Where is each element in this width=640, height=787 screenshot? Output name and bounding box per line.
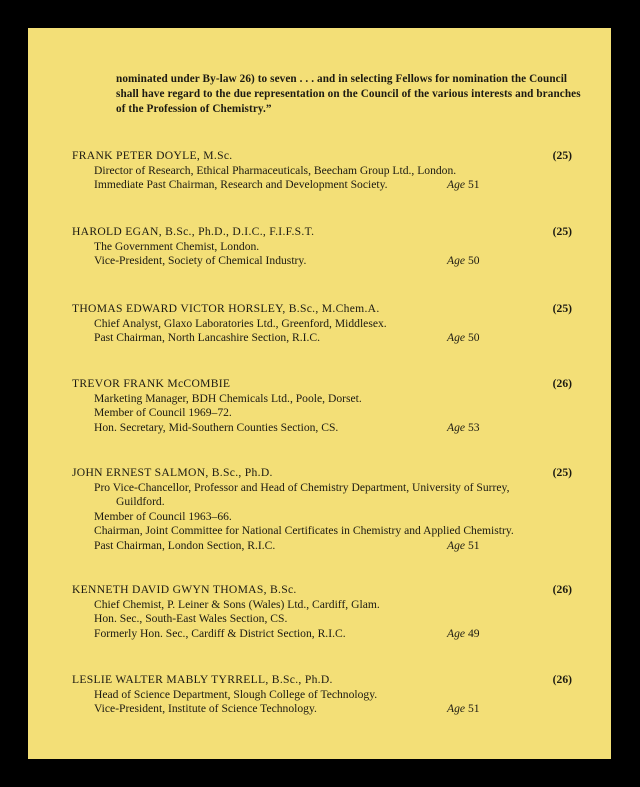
candidate-detail: Director of Research, Ethical Pharmaceuticals, Beecham Group Ltd., London.	[94, 163, 457, 177]
candidate-age: Age 51	[447, 702, 480, 715]
candidate-detail: Past Chairman, London Section, R.I.C.	[94, 538, 276, 552]
candidate-name: JOHN ERNEST SALMON, B.Sc., Ph.D.	[72, 466, 273, 479]
candidate-detail: Hon. Sec., South-East Wales Section, CS.	[94, 612, 288, 625]
candidate-age: Age 49	[447, 626, 480, 640]
candidate-detail: Member of Council 1963–66.	[94, 509, 232, 523]
document-page	[28, 28, 611, 759]
candidate-detail: Immediate Past Chairman, Research and Development Society.	[94, 178, 388, 191]
candidate-entry	[72, 149, 572, 193]
candidate-entry	[72, 583, 572, 641]
candidate-detail: Guildford.	[116, 495, 165, 508]
candidate-name: THOMAS EDWARD VICTOR HORSLEY, B.Sc., M.Chem.A.	[72, 302, 380, 315]
candidate-detail: Hon. Secretary, Mid-Southern Counties Section, CS.	[94, 420, 339, 434]
candidate-entry	[72, 673, 572, 717]
candidate-name: FRANK PETER DOYLE, M.Sc.	[72, 149, 233, 162]
candidate-detail: Past Chairman, North Lancashire Section, R.I.C.	[94, 331, 321, 344]
candidate-age: Age 50	[447, 331, 480, 344]
candidate-detail: Member of Council 1969–72.	[94, 406, 232, 419]
candidate-detail: Head of Science Department, Slough College of Technology.	[94, 687, 378, 701]
candidate-entry	[72, 302, 572, 346]
candidate-ref: (25)	[552, 466, 572, 479]
candidate-age: Age 53	[447, 420, 480, 434]
candidate-detail: Formerly Hon. Sec., Cardiff & District Section, R.I.C.	[94, 626, 346, 640]
candidate-ref: (26)	[552, 673, 572, 686]
candidate-entry	[72, 466, 572, 553]
candidate-ref: (26)	[552, 583, 572, 596]
candidate-detail: Chief Chemist, P. Leiner & Sons (Wales) Ltd., Cardiff, Glam.	[94, 597, 380, 611]
candidate-entry	[72, 225, 572, 269]
candidate-entry	[72, 377, 572, 435]
candidate-name: TREVOR FRANK McCOMBIE	[72, 377, 231, 390]
candidate-ref: (25)	[552, 225, 572, 238]
candidate-ref: (25)	[552, 302, 572, 315]
candidate-detail: Pro Vice-Chancellor, Professor and Head of Chemistry Department, University of Surrey,	[94, 480, 510, 494]
candidate-detail: Vice-President, Society of Chemical Industry.	[94, 254, 307, 267]
candidate-detail: Chairman, Joint Committee for National Certificates in Chemistry and Applied Chemistry.	[94, 524, 514, 537]
candidate-age: Age 51	[447, 178, 480, 191]
candidate-detail: The Government Chemist, London.	[94, 239, 260, 253]
candidate-age: Age 50	[447, 254, 480, 267]
candidate-detail: Chief Analyst, Glaxo Laboratories Ltd., Greenford, Middlesex.	[94, 316, 387, 330]
intro-paragraph: nominated under By-law 26) to seven . . . and in selecting Fellows for nomination the Council shall have regard to the due representation on the Council of the various interests and branches of the Profession of Chemistry.”	[116, 73, 581, 115]
candidate-age: Age 51	[447, 538, 480, 552]
candidate-name: HAROLD EGAN, B.Sc., Ph.D., D.I.C., F.I.F.S.T.	[72, 225, 315, 238]
candidate-name: KENNETH DAVID GWYN THOMAS, B.Sc.	[72, 583, 297, 596]
candidate-ref: (26)	[552, 377, 572, 390]
candidate-ref: (25)	[552, 149, 572, 162]
candidate-detail: Marketing Manager, BDH Chemicals Ltd., Poole, Dorset.	[94, 391, 362, 405]
candidate-detail: Vice-President, Institute of Science Technology.	[94, 702, 317, 715]
candidate-name: LESLIE WALTER MABLY TYRRELL, B.Sc., Ph.D.	[72, 673, 333, 686]
